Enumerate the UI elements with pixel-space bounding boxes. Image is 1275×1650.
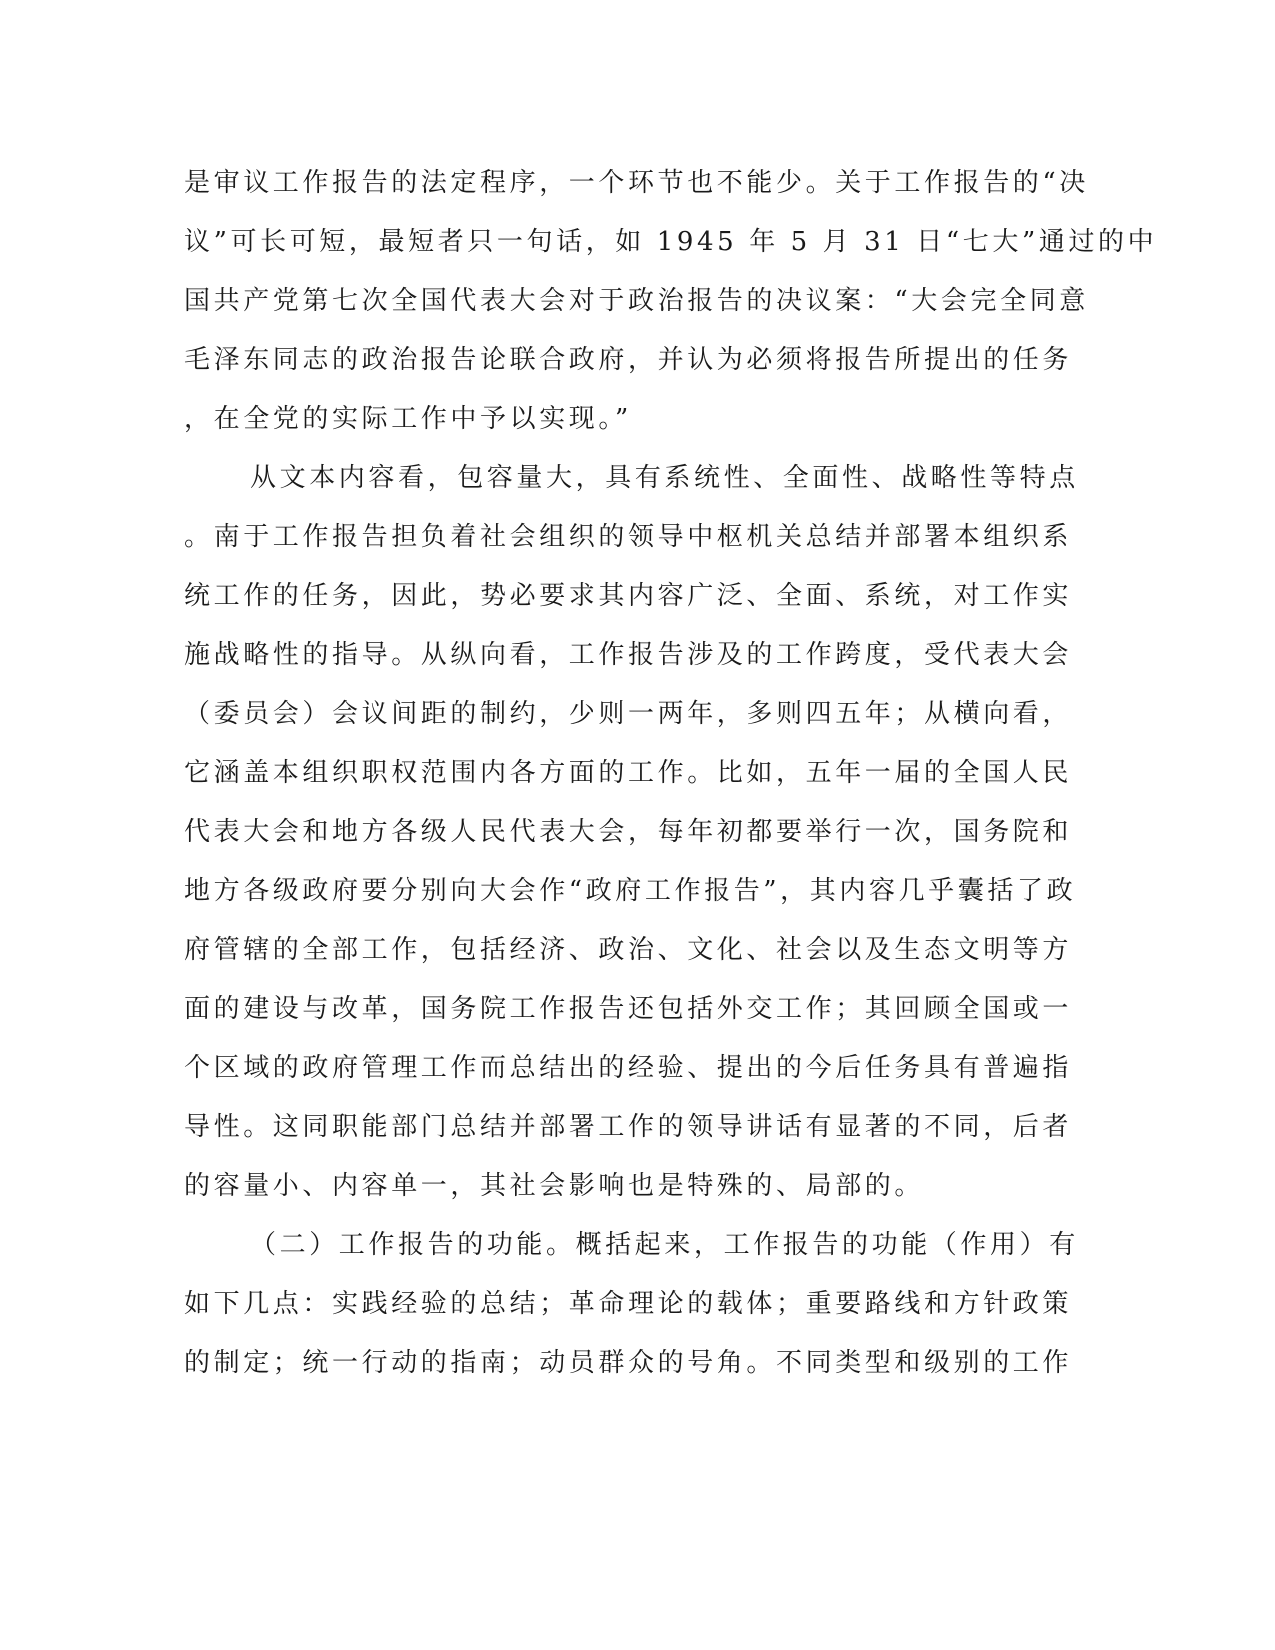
text-line: 如下几点：实践经验的总结；革命理论的载体；重要路线和方针政策 — [184, 1289, 1073, 1319]
text-line: 是审议工作报告的法定程序，一个环节也不能少。关于工作报告的“决 — [184, 168, 1089, 198]
text-line: （委员会）会议间距的制约，少则一两年，多则四五年；从横向看， — [184, 699, 1073, 729]
text-line: 地方各级政府要分别向大会作“政府工作报告”，其内容几乎囊括了政 — [184, 876, 1077, 906]
text-line: 面的建设与改革，国务院工作报告还包括外交工作；其回顾全国或一 — [184, 994, 1073, 1024]
text-line: 统工作的任务，因此，势必要求其内容广泛、全面、系统，对工作实 — [184, 581, 1073, 611]
text-line: ，在全党的实际工作中予以实现。” — [184, 404, 632, 434]
paragraph-first-line: （二）工作报告的功能。概括起来，工作报告的功能（作用）有 — [250, 1230, 1079, 1260]
text-line: 议”可长可短，最短者只一句话，如 1945 年 5 月 31 日“七大”通过的中 — [184, 227, 1158, 257]
paragraph-first-line: 从文本内容看，包容量大，具有系统性、全面性、战略性等特点 — [250, 463, 1079, 493]
text-line: 施战略性的指导。从纵向看，工作报告涉及的工作跨度，受代表大会 — [184, 640, 1073, 670]
text-line: 国共产党第七次全国代表大会对于政治报告的决议案：“大会完全同意 — [184, 286, 1089, 316]
text-line: 。南于工作报告担负着社会组织的领导中枢机关总结并部署本组织系 — [184, 522, 1073, 552]
text-line: 毛泽东同志的政治报告论联合政府，并认为必须将报告所提出的任务 — [184, 345, 1073, 375]
text-line: 它涵盖本组织职权范围内各方面的工作。比如，五年一届的全国人民 — [184, 758, 1073, 788]
text-line: 代表大会和地方各级人民代表大会，每年初都要举行一次，国务院和 — [184, 817, 1073, 847]
text-line: 府管辖的全部工作，包括经济、政治、文化、社会以及生态文明等方 — [184, 935, 1073, 965]
text-line: 导性。这同职能部门总结并部署工作的领导讲话有显著的不同，后者 — [184, 1112, 1073, 1142]
text-line: 的容量小、内容单一，其社会影响也是特殊的、局部的。 — [184, 1171, 925, 1201]
text-line: 的制定；统一行动的指南；动员群众的号角。不同类型和级别的工作 — [184, 1348, 1073, 1378]
text-line: 个区域的政府管理工作而总结出的经验、提出的今后任务具有普遍指 — [184, 1053, 1073, 1083]
